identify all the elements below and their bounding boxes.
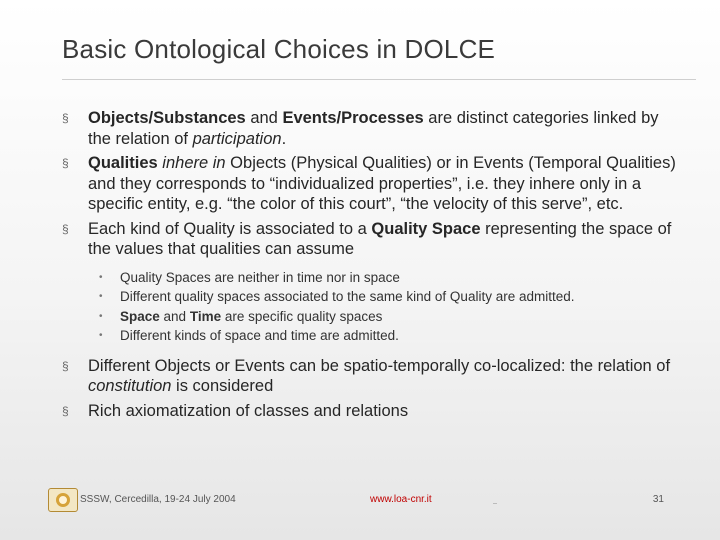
footer-event: SSSW, Cercedilla, 19-24 July 2004 bbox=[80, 494, 236, 505]
bullet-text: Each kind of Quality is associated to a bbox=[88, 219, 372, 238]
sub-bullet-1 bbox=[62, 268, 682, 288]
bullet-bottom-2 bbox=[62, 401, 682, 422]
bullet-list-top bbox=[62, 108, 682, 260]
sub-bullet-marker-icon: • bbox=[99, 291, 103, 302]
bullet-bottom-1 bbox=[62, 356, 682, 397]
sub-bullet-text: Different quality spaces associated to the same kind of Quality are admitted. bbox=[120, 289, 575, 304]
sub-bullet-marker-icon: • bbox=[99, 271, 103, 283]
bullet-bottom-marker-icon: § bbox=[62, 358, 69, 373]
sub-bullet-text: Time bbox=[189, 308, 222, 324]
sub-bullet-3 bbox=[62, 307, 682, 327]
slide-title: Basic Ontological Choices in DOLCE bbox=[62, 34, 496, 64]
sub-bullet-text: Different kinds of space and time are admitted. bbox=[120, 328, 399, 343]
loa-logo-icon bbox=[48, 488, 78, 512]
sub-bullet-text: are specific quality spaces bbox=[221, 308, 383, 324]
bullet-bottom-text: constitution bbox=[88, 377, 172, 395]
bullet-text: Objects (Physical Qualities) or in Events (Temporal Qualities) and they corresponds to “individualized properties”, i.e. they inhere only in a specific entity, e.g. “the color of this court”, “the velocity of this serve”, etc. bbox=[88, 154, 676, 213]
bullet-bottom-text: Different Objects or Events can be spatio-temporally co-localized: the relation of bbox=[88, 356, 671, 375]
slide-body bbox=[62, 108, 682, 425]
sub-bullet-text: Space bbox=[120, 308, 160, 324]
bullet-1 bbox=[62, 108, 682, 149]
bullet-text: Events/Processes bbox=[282, 109, 424, 127]
sub-bullet-list bbox=[62, 268, 682, 346]
bullet-text: Qualities bbox=[88, 154, 158, 172]
bullet-list-bottom bbox=[62, 356, 682, 422]
sub-bullet-4 bbox=[62, 326, 682, 346]
title-divider bbox=[62, 79, 696, 80]
sub-bullet-text: Quality Spaces are neither in time nor in space bbox=[120, 269, 400, 285]
bullet-marker-icon: § bbox=[62, 111, 69, 125]
sub-bullet-text: and bbox=[159, 308, 190, 324]
bullet-text: Quality Space bbox=[371, 219, 481, 238]
bullet-text: Objects/Substances bbox=[88, 109, 246, 127]
bullet-text: representing the space of the values that qualities can assume bbox=[88, 219, 672, 258]
bullet-2 bbox=[62, 153, 682, 215]
bullet-marker-icon: § bbox=[62, 156, 69, 170]
sub-bullet-marker-icon: • bbox=[99, 310, 103, 322]
footer-separator bbox=[493, 503, 497, 504]
bullet-text: participation bbox=[192, 129, 282, 148]
sub-bullet-marker-icon: • bbox=[99, 330, 103, 341]
bullet-bottom-text: is considered bbox=[171, 377, 274, 395]
bullet-3 bbox=[62, 219, 682, 260]
bullet-bottom-text: Rich axiomatization of classes and relations bbox=[88, 401, 409, 420]
bullet-marker-icon: § bbox=[62, 221, 69, 236]
bullet-text: inhere in bbox=[162, 154, 226, 172]
page-number: 31 bbox=[652, 494, 664, 505]
sub-bullet-2 bbox=[62, 287, 682, 307]
bullet-text: and bbox=[245, 109, 283, 127]
bullet-text: are distinct categories linked by the relation of bbox=[88, 109, 659, 148]
bullet-text: . bbox=[281, 129, 287, 148]
bullet-bottom-marker-icon: § bbox=[62, 403, 69, 418]
footer-link[interactable]: www.loa-cnr.it bbox=[370, 494, 432, 505]
